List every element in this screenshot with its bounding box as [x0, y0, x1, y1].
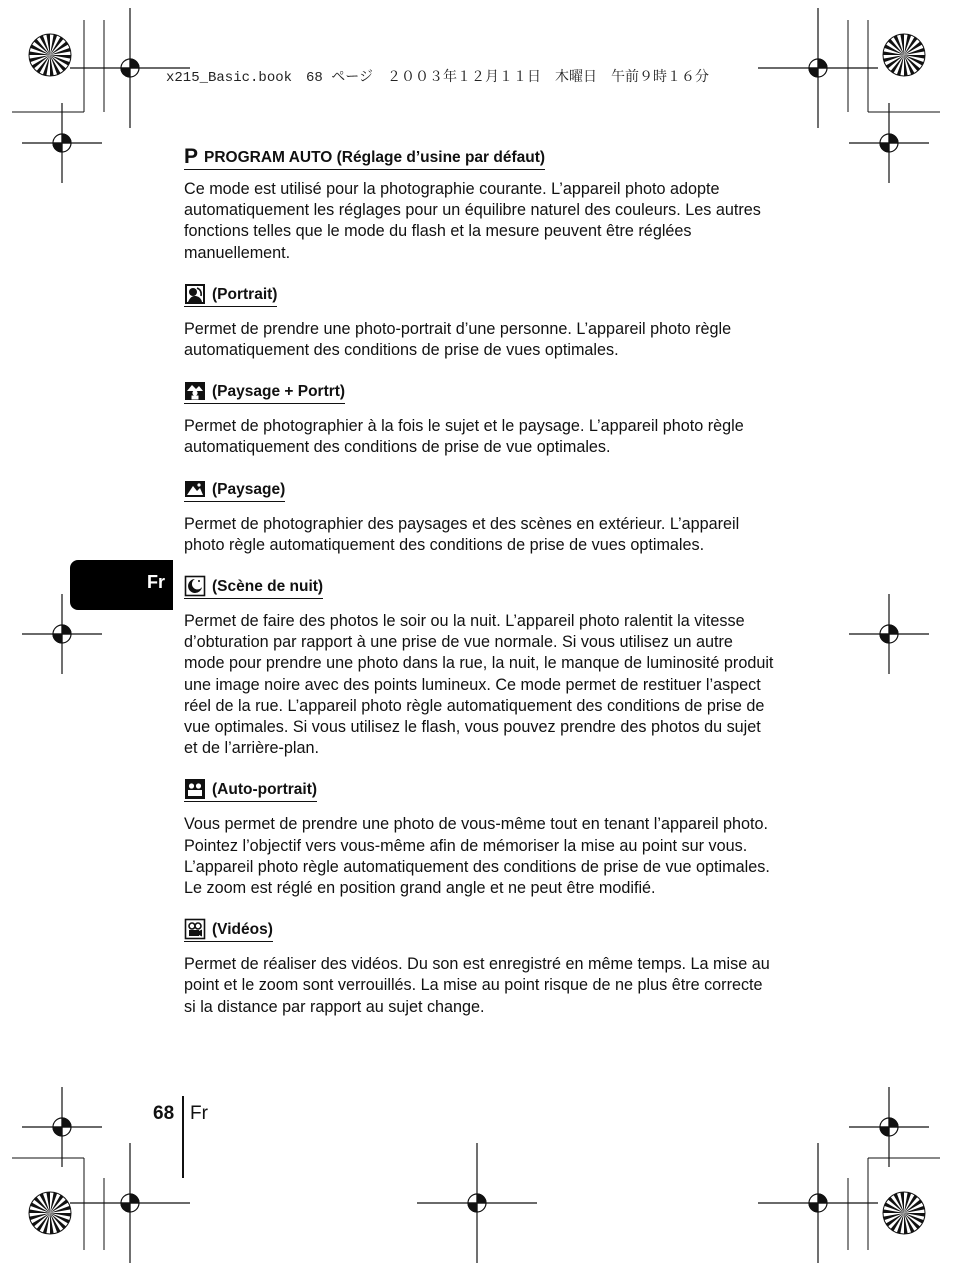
print-header: x215_Basic.book 68 ページ ２００３年１２月１１日 木曜日 午前９時１６分 — [166, 70, 709, 86]
section-landscape-portrait — [184, 380, 774, 458]
section-title-text: (Paysage + Portrt) — [212, 383, 346, 401]
section-title — [184, 778, 317, 802]
section-portrait — [184, 283, 774, 361]
section-night-scene — [184, 575, 774, 759]
star-target-mark — [883, 34, 925, 76]
registration-mark — [849, 594, 929, 674]
star-target-mark — [29, 1192, 71, 1234]
registration-mark — [758, 1143, 878, 1263]
section-title — [184, 478, 285, 502]
section-title-text: (Paysage) — [212, 480, 286, 498]
section-body: Permet de photographier des paysages et des scènes en extérieur. L’appareil photo règle automatiquement des conditions de prise de vues optimales. — [184, 514, 740, 554]
program-auto-icon: P — [184, 145, 199, 168]
section-title-text: (Auto-portrait) — [212, 781, 318, 799]
landscape-portrait-icon — [184, 380, 206, 402]
section-body: Permet de faire des photos le soir ou la nuit. L’appareil photo ralentit la vitesse d’obturation par rapport à une prise de vue normale. Si vous utilisez un autre mode pour prendre une photo dans la rue, la nuit, le manque de luminosité produit une image noire avec des points lumineux. Ce mode permet de restituer l’aspect réel de la rue. L’appareil photo règle automatiquement des conditions de prise de vue optimales. Si vous utilisez le flash, vous pouvez prendre des photos du sujet et de l’arrière-plan. — [184, 612, 774, 758]
section-landscape — [184, 478, 774, 556]
registration-mark — [758, 8, 878, 128]
self-portrait-icon — [184, 778, 206, 800]
section-body: Permet de prendre une photo-portrait d’une personne. L’appareil photo règle automatiquement des conditions de prise de vues optimales. — [184, 319, 732, 360]
registration-mark — [849, 1087, 929, 1167]
section-program-auto — [184, 146, 774, 264]
landscape-icon — [184, 478, 206, 500]
movie-icon — [184, 918, 206, 940]
page-content — [184, 146, 774, 1018]
section-body: Permet de photographier à la fois le sujet et le paysage. L’appareil photo règle automatiquement des conditions de prise de vue optimales. — [184, 417, 744, 457]
section-title-text: PROGRAM AUTO (Réglage d’usine par défaut) — [204, 149, 546, 166]
section-title — [184, 146, 545, 170]
section-title — [184, 283, 277, 307]
section-body: Vous permet de prendre une photo de vous-même tout en tenant l’appareil photo. Pointez l’objectif vers vous-même afin de mémoriser la mise au point sur vous. L’appareil photo règle automatiquement des conditions de prise de vue optimales. Le zoom est réglé en position grand angle et ne peut être modifié. — [184, 815, 770, 898]
star-target-mark — [29, 34, 71, 76]
section-title — [184, 575, 323, 599]
night-scene-icon — [184, 575, 206, 597]
section-title — [184, 380, 345, 404]
footer-language: Fr — [190, 1103, 208, 1124]
portrait-icon — [184, 283, 206, 305]
registration-mark — [22, 103, 102, 183]
section-movie — [184, 918, 774, 1018]
section-title-text: (Portrait) — [212, 285, 278, 303]
section-body: Permet de réaliser des vidéos. Du son est enregistré en même temps. La mise au point et le zoom sont verrouillés. La mise au point risque de ne plus être correcte si la distance par rapport au sujet change. — [184, 955, 770, 1016]
section-self-portrait — [184, 778, 774, 899]
section-title-text: (Scène de nuit) — [212, 578, 324, 596]
section-title — [184, 918, 273, 942]
footer-divider — [182, 1096, 184, 1178]
registration-mark — [417, 1143, 537, 1263]
registration-mark — [849, 103, 929, 183]
star-target-mark — [883, 1192, 925, 1234]
registration-mark — [22, 1087, 102, 1167]
language-tab — [70, 560, 173, 610]
language-tab-label: Fr — [147, 572, 165, 592]
registration-mark — [70, 1143, 190, 1263]
section-body: Ce mode est utilisé pour la photographie courante. L’appareil photo adopte automatiquement les réglages pour un équilibre naturel des couleurs. Les autres fonctions telles que le mode du flash et la mesure peuvent être réglées manuellement. — [184, 180, 761, 262]
section-title-text: (Vidéos) — [212, 921, 273, 939]
page-number: 68 — [153, 1103, 175, 1124]
